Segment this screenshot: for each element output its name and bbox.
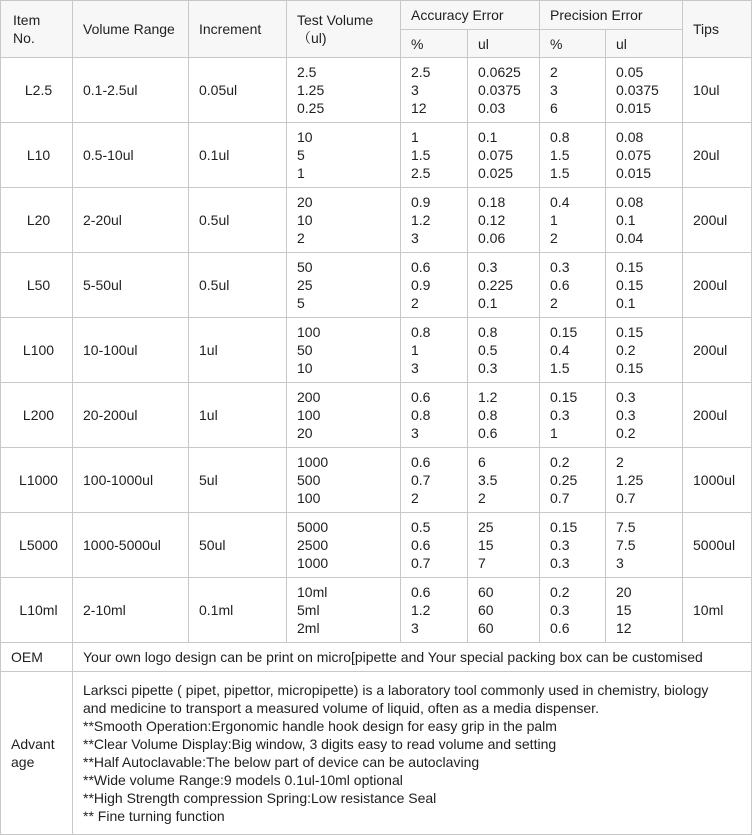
accuracy-ul-cell <box>468 253 540 318</box>
precision-ul-value: 0.08 <box>616 194 644 210</box>
accuracy-ul-value: 60 <box>478 602 494 618</box>
precision-ul-value: 0.2 <box>616 425 636 441</box>
volume-range-cell: 20-200ul <box>73 383 189 448</box>
precision-ul-cell <box>606 513 683 578</box>
accuracy-pct-value: 12 <box>411 100 427 116</box>
header-volume-range: Volume Range <box>73 1 189 58</box>
accuracy-pct-cell <box>401 448 468 513</box>
test-volume-value: 1 <box>297 165 305 181</box>
accuracy-ul-value: 6 <box>478 454 486 470</box>
volume-range-cell: 2-20ul <box>73 188 189 253</box>
increment-cell: 0.5ul <box>189 188 287 253</box>
test-volume-value: 1000 <box>297 555 329 571</box>
precision-ul-cell <box>606 188 683 253</box>
test-volume-value: 10 <box>297 129 313 145</box>
accuracy-ul-cell <box>468 123 540 188</box>
volume-range-cell: 0.5-10ul <box>73 123 189 188</box>
precision-pct-value: 0.2 <box>550 454 570 470</box>
oem-label: OEM <box>1 643 73 672</box>
precision-ul-value: 0.08 <box>616 129 644 145</box>
header-item-no <box>1 1 73 58</box>
item-no-cell: L1000 <box>1 448 73 513</box>
precision-ul-value: 0.05 <box>616 64 644 80</box>
test-volume-value: 25 <box>297 277 313 293</box>
precision-pct-value: 0.3 <box>550 259 570 275</box>
precision-pct-value: 0.4 <box>550 342 570 358</box>
test-volume-value: 5ml <box>297 602 320 618</box>
accuracy-pct-cell <box>401 318 468 383</box>
precision-pct-cell <box>540 578 606 643</box>
test-volume-value: 200 <box>297 389 321 405</box>
increment-cell: 0.1ul <box>189 123 287 188</box>
header-item-no-text: Item No. <box>13 12 41 46</box>
precision-ul-value: 2 <box>616 454 624 470</box>
accuracy-pct-value: 3 <box>411 425 419 441</box>
accuracy-pct-value: 0.9 <box>411 194 431 210</box>
test-volume-cell <box>287 513 401 578</box>
precision-ul-value: 0.1 <box>616 212 636 228</box>
test-volume-value: 1000 <box>297 454 329 470</box>
precision-pct-value: 0.15 <box>550 389 578 405</box>
advantage-line: **Half Autoclavable:The below part of device can be autoclaving <box>83 754 480 770</box>
accuracy-ul-cell <box>468 513 540 578</box>
test-volume-value: 1.25 <box>297 82 325 98</box>
precision-ul-value: 20 <box>616 584 632 600</box>
accuracy-ul-value: 0.1 <box>478 129 498 145</box>
table-row <box>1 123 752 188</box>
table-row <box>1 513 752 578</box>
header-accuracy-ul: ul <box>468 30 540 58</box>
precision-pct-value: 0.6 <box>550 277 570 293</box>
precision-ul-value: 0.0375 <box>616 82 659 98</box>
test-volume-cell <box>287 58 401 123</box>
precision-pct-value: 2 <box>550 64 558 80</box>
precision-pct-value: 1.5 <box>550 147 570 163</box>
header-row-main <box>1 1 752 30</box>
accuracy-pct-value: 1.2 <box>411 602 431 618</box>
test-volume-cell <box>287 188 401 253</box>
precision-ul-value: 0.15 <box>616 259 644 275</box>
precision-ul-value: 7.5 <box>616 537 636 553</box>
precision-pct-cell <box>540 448 606 513</box>
advantage-line: ** Fine turning function <box>83 808 225 824</box>
accuracy-pct-value: 0.6 <box>411 584 431 600</box>
item-no-cell: L20 <box>1 188 73 253</box>
accuracy-ul-value: 0.03 <box>478 100 506 116</box>
precision-pct-value: 1 <box>550 212 558 228</box>
volume-range-cell: 5-50ul <box>73 253 189 318</box>
accuracy-ul-value: 0.18 <box>478 194 506 210</box>
increment-cell: 1ul <box>189 318 287 383</box>
tips-cell: 200ul <box>683 383 752 448</box>
header-precision-pct: % <box>540 30 606 58</box>
accuracy-pct-value: 0.7 <box>411 555 431 571</box>
advantage-line: Larksci pipette ( pipet, pipettor, micropipette) is a laboratory tool commonly used in chemistry, biology <box>83 682 709 698</box>
test-volume-value: 100 <box>297 407 321 423</box>
volume-range-cell: 1000-5000ul <box>73 513 189 578</box>
accuracy-pct-value: 0.6 <box>411 537 431 553</box>
tips-cell: 200ul <box>683 188 752 253</box>
advantage-label-cell <box>1 672 73 835</box>
precision-ul-cell <box>606 318 683 383</box>
item-no-cell: L2.5 <box>1 58 73 123</box>
accuracy-pct-value: 0.7 <box>411 472 431 488</box>
precision-ul-value: 3 <box>616 555 624 571</box>
accuracy-ul-value: 0.025 <box>478 165 514 181</box>
accuracy-ul-value: 0.8 <box>478 407 498 423</box>
precision-pct-value: 0.2 <box>550 584 570 600</box>
precision-pct-value: 1.5 <box>550 360 570 376</box>
table-row <box>1 188 752 253</box>
header-tips: Tips <box>683 1 752 58</box>
header-test-volume <box>287 1 401 58</box>
accuracy-pct-value: 0.5 <box>411 519 431 535</box>
precision-ul-value: 0.015 <box>616 100 652 116</box>
header-accuracy-error: Accuracy Error <box>401 1 540 30</box>
accuracy-pct-value: 3 <box>411 360 419 376</box>
item-no-cell: L100 <box>1 318 73 383</box>
accuracy-ul-value: 2 <box>478 490 486 506</box>
test-volume-value: 100 <box>297 490 321 506</box>
test-volume-cell <box>287 383 401 448</box>
tips-cell: 1000ul <box>683 448 752 513</box>
table-row <box>1 318 752 383</box>
precision-ul-value: 0.15 <box>616 360 644 376</box>
table-row <box>1 383 752 448</box>
precision-pct-value: 0.7 <box>550 490 570 506</box>
accuracy-pct-value: 1 <box>411 342 419 358</box>
header-precision-ul: ul <box>606 30 683 58</box>
test-volume-value: 2 <box>297 230 305 246</box>
precision-ul-cell <box>606 448 683 513</box>
precision-ul-value: 0.3 <box>616 407 636 423</box>
accuracy-ul-value: 0.6 <box>478 425 498 441</box>
test-volume-cell <box>287 448 401 513</box>
accuracy-ul-value: 0.0375 <box>478 82 521 98</box>
test-volume-value: 50 <box>297 259 313 275</box>
accuracy-pct-cell <box>401 123 468 188</box>
precision-pct-value: 0.4 <box>550 194 570 210</box>
precision-pct-cell <box>540 383 606 448</box>
item-no-cell: L200 <box>1 383 73 448</box>
precision-pct-value: 0.3 <box>550 407 570 423</box>
test-volume-value: 2.5 <box>297 64 317 80</box>
accuracy-ul-cell <box>468 188 540 253</box>
increment-cell: 1ul <box>189 383 287 448</box>
advantage-line: and medicine to transport a measured volume of liquid, often as a media dispenser. <box>83 700 599 716</box>
accuracy-pct-value: 3 <box>411 620 419 636</box>
precision-ul-value: 0.3 <box>616 389 636 405</box>
accuracy-ul-value: 0.3 <box>478 259 498 275</box>
precision-ul-value: 0.075 <box>616 147 652 163</box>
accuracy-ul-value: 0.225 <box>478 277 514 293</box>
precision-ul-value: 12 <box>616 620 632 636</box>
precision-ul-value: 0.1 <box>616 295 636 311</box>
test-volume-cell <box>287 253 401 318</box>
precision-pct-cell <box>540 58 606 123</box>
oem-row <box>1 643 752 672</box>
accuracy-pct-value: 0.6 <box>411 389 431 405</box>
table-row <box>1 578 752 643</box>
increment-cell: 0.05ul <box>189 58 287 123</box>
precision-ul-cell <box>606 123 683 188</box>
precision-ul-value: 0.15 <box>616 277 644 293</box>
test-volume-value: 0.25 <box>297 100 325 116</box>
precision-pct-value: 3 <box>550 82 558 98</box>
precision-ul-value: 0.2 <box>616 342 636 358</box>
increment-cell: 5ul <box>189 448 287 513</box>
advantage-line: **Wide volume Range:9 models 0.1ul-10ml optional <box>83 772 403 788</box>
accuracy-pct-value: 0.9 <box>411 277 431 293</box>
precision-pct-value: 0.8 <box>550 129 570 145</box>
item-no-cell: L5000 <box>1 513 73 578</box>
header-precision-error: Precision Error <box>540 1 683 30</box>
test-volume-value: 5 <box>297 147 305 163</box>
test-volume-cell <box>287 123 401 188</box>
accuracy-pct-value: 0.8 <box>411 407 431 423</box>
item-no-cell: L50 <box>1 253 73 318</box>
precision-ul-value: 0.7 <box>616 490 636 506</box>
accuracy-pct-value: 3 <box>411 230 419 246</box>
increment-cell: 0.1ml <box>189 578 287 643</box>
tips-cell: 10ul <box>683 58 752 123</box>
precision-pct-value: 0.15 <box>550 324 578 340</box>
accuracy-ul-value: 0.075 <box>478 147 514 163</box>
precision-pct-cell <box>540 513 606 578</box>
precision-ul-value: 7.5 <box>616 519 636 535</box>
advantage-label: Advant age <box>11 736 55 770</box>
header-increment: Increment <box>189 1 287 58</box>
advantage-line: **Smooth Operation:Ergonomic handle hook design for easy grip in the palm <box>83 718 557 734</box>
accuracy-ul-value: 7 <box>478 555 486 571</box>
test-volume-cell <box>287 578 401 643</box>
precision-pct-value: 6 <box>550 100 558 116</box>
accuracy-ul-cell <box>468 448 540 513</box>
accuracy-pct-value: 2 <box>411 490 419 506</box>
tips-cell: 20ul <box>683 123 752 188</box>
accuracy-ul-value: 0.3 <box>478 360 498 376</box>
accuracy-ul-value: 0.06 <box>478 230 506 246</box>
precision-pct-value: 0.15 <box>550 519 578 535</box>
header-test-volume-text: Test Volume（ul) <box>297 12 374 46</box>
advantage-line: **Clear Volume Display:Big window, 3 digits easy to read volume and setting <box>83 736 557 752</box>
accuracy-pct-cell <box>401 383 468 448</box>
precision-pct-value: 2 <box>550 295 558 311</box>
volume-range-cell: 100-1000ul <box>73 448 189 513</box>
accuracy-pct-value: 0.6 <box>411 454 431 470</box>
test-volume-value: 2500 <box>297 537 329 553</box>
accuracy-ul-value: 25 <box>478 519 494 535</box>
precision-pct-value: 0.3 <box>550 602 570 618</box>
table-row <box>1 448 752 513</box>
tips-cell: 5000ul <box>683 513 752 578</box>
precision-ul-value: 0.04 <box>616 230 644 246</box>
test-volume-value: 50 <box>297 342 313 358</box>
test-volume-value: 20 <box>297 194 313 210</box>
accuracy-pct-value: 2.5 <box>411 64 431 80</box>
precision-pct-cell <box>540 188 606 253</box>
precision-pct-value: 0.25 <box>550 472 578 488</box>
item-no-cell: L10ml <box>1 578 73 643</box>
accuracy-pct-cell <box>401 513 468 578</box>
precision-pct-value: 0.6 <box>550 620 570 636</box>
accuracy-pct-value: 0.6 <box>411 259 431 275</box>
table-row <box>1 58 752 123</box>
precision-ul-value: 1.25 <box>616 472 644 488</box>
test-volume-value: 10 <box>297 360 313 376</box>
precision-ul-cell <box>606 578 683 643</box>
item-no-cell: L10 <box>1 123 73 188</box>
test-volume-value: 2ml <box>297 620 320 636</box>
accuracy-ul-cell <box>468 383 540 448</box>
test-volume-value: 20 <box>297 425 313 441</box>
precision-pct-value: 0.3 <box>550 555 570 571</box>
accuracy-ul-value: 0.8 <box>478 324 498 340</box>
accuracy-pct-value: 1.2 <box>411 212 431 228</box>
accuracy-pct-cell <box>401 58 468 123</box>
precision-pct-value: 0.3 <box>550 537 570 553</box>
accuracy-ul-value: 0.5 <box>478 342 498 358</box>
accuracy-pct-value: 1.5 <box>411 147 431 163</box>
accuracy-pct-cell <box>401 578 468 643</box>
test-volume-value: 500 <box>297 472 321 488</box>
accuracy-pct-cell <box>401 253 468 318</box>
precision-ul-value: 0.015 <box>616 165 652 181</box>
volume-range-cell: 10-100ul <box>73 318 189 383</box>
accuracy-ul-cell <box>468 578 540 643</box>
accuracy-pct-value: 0.8 <box>411 324 431 340</box>
volume-range-cell: 2-10ml <box>73 578 189 643</box>
tips-cell: 200ul <box>683 253 752 318</box>
accuracy-ul-value: 3.5 <box>478 472 498 488</box>
precision-ul-cell <box>606 383 683 448</box>
test-volume-value: 100 <box>297 324 321 340</box>
advantage-line: **High Strength compression Spring:Low resistance Seal <box>83 790 437 806</box>
accuracy-ul-value: 15 <box>478 537 494 553</box>
test-volume-value: 5000 <box>297 519 329 535</box>
accuracy-ul-cell <box>468 318 540 383</box>
accuracy-ul-value: 0.12 <box>478 212 506 228</box>
accuracy-ul-value: 0.1 <box>478 295 498 311</box>
increment-cell: 0.5ul <box>189 253 287 318</box>
test-volume-cell <box>287 318 401 383</box>
accuracy-ul-value: 0.0625 <box>478 64 521 80</box>
precision-ul-cell <box>606 253 683 318</box>
precision-ul-value: 0.15 <box>616 324 644 340</box>
advantage-row <box>1 672 752 835</box>
precision-ul-cell <box>606 58 683 123</box>
tips-cell: 200ul <box>683 318 752 383</box>
header-accuracy-pct: % <box>401 30 468 58</box>
test-volume-value: 10 <box>297 212 313 228</box>
precision-pct-value: 2 <box>550 230 558 246</box>
precision-pct-cell <box>540 253 606 318</box>
oem-text: Your own logo design can be print on micro[pipette and Your special packing box can be customised <box>73 643 752 672</box>
precision-pct-value: 1 <box>550 425 558 441</box>
accuracy-pct-cell <box>401 188 468 253</box>
accuracy-ul-value: 60 <box>478 584 494 600</box>
accuracy-pct-value: 3 <box>411 82 419 98</box>
tips-cell: 10ml <box>683 578 752 643</box>
accuracy-ul-cell <box>468 58 540 123</box>
precision-pct-cell <box>540 123 606 188</box>
accuracy-pct-value: 2 <box>411 295 419 311</box>
table-row <box>1 253 752 318</box>
volume-range-cell: 0.1-2.5ul <box>73 58 189 123</box>
advantage-text <box>73 672 752 835</box>
accuracy-ul-value: 60 <box>478 620 494 636</box>
test-volume-value: 10ml <box>297 584 328 600</box>
precision-pct-value: 1.5 <box>550 165 570 181</box>
precision-ul-value: 15 <box>616 602 632 618</box>
accuracy-pct-value: 1 <box>411 129 419 145</box>
increment-cell: 50ul <box>189 513 287 578</box>
precision-pct-cell <box>540 318 606 383</box>
accuracy-pct-value: 2.5 <box>411 165 431 181</box>
accuracy-ul-value: 1.2 <box>478 389 498 405</box>
test-volume-value: 5 <box>297 295 305 311</box>
